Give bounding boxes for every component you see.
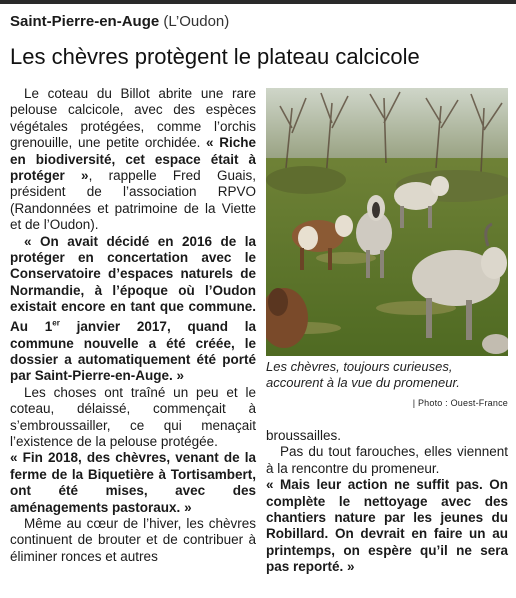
paragraph-5 <box>266 444 508 477</box>
p5-quote: « Mais leur action ne suffit pas. On complète le nettoyage avec des chantiers nature par les jeunes du Robillard. On devrait en faire un au printemps, on espère qu’il ne sera pas reporté. » <box>266 477 508 575</box>
p3-text: Les choses ont traîné un peu et le coteau, délaissé, commençait à s’embroussailler, ce qui menaçait l’existence de la pelouse protégée. <box>10 384 256 450</box>
paragraph-5-quote <box>266 477 508 575</box>
p2-superscript: er <box>52 318 60 328</box>
paragraph-1 <box>10 86 256 234</box>
p1-quote: « Riche en biodiversité, cet espace était à protéger » <box>10 135 256 184</box>
top-rule <box>0 0 516 4</box>
kicker-subplace: (L’Oudon) <box>163 13 230 30</box>
p4-text: Même au cœur de l’hiver, les chèvres continuent de brouter et de contribuer à éliminer ronces et autres <box>10 516 256 564</box>
p4-continued-text: broussailles. <box>266 428 342 443</box>
article-column-left <box>10 86 256 565</box>
photo-credit: | Photo : Ouest-France <box>412 398 508 408</box>
p3-quote: « Fin 2018, des chèvres, venant de la ferme de la Biquetière à Tortisambert, ont été mises, avec des aménagements pastoraux. » <box>10 450 256 515</box>
p1-text-a: Le coteau du Billot abrite une rare pelouse calcicole, avec des espèces végétales protégées, comme l’orchis grenouille, une petite orchidée. <box>10 86 256 151</box>
p2-quote-a: « On avait décidé en 2016 de la protéger en concertation avec le Conservatoire d’espaces naturels de Normandie, à l’époque où l’Oudon existait encore en tant que commune. Au 1 <box>10 233 256 335</box>
location-kicker <box>10 13 229 30</box>
goats-illustration <box>266 88 508 356</box>
kicker-place: Saint-Pierre-en-Auge <box>10 13 160 30</box>
p2-quote-b: janvier 2017, quand la commune nouvelle a été créée, le dossier a automatiquement été porté par Saint-Pierre-en-Auge. » <box>10 319 256 384</box>
p5-text: Pas du tout farouches, elles viennent à la rencontre du promeneur. <box>266 444 508 476</box>
p1-text-b: , rappelle Fred Guais, président de l’association RPVO (Randonnées et patrimoine de la Viette et de l’Oudon). <box>10 168 256 233</box>
paragraph-4 <box>10 516 256 565</box>
paragraph-2 <box>10 234 256 385</box>
paragraph-3-quote <box>10 450 256 516</box>
goats-photo <box>266 88 508 356</box>
article-column-right <box>266 428 508 576</box>
photo-caption: Les chèvres, toujours curieuses, accourent à la vue du promeneur. <box>266 359 460 390</box>
paragraph-3 <box>10 385 256 451</box>
headline: Les chèvres protègent le plateau calcicole <box>10 44 420 69</box>
paragraph-4-continued <box>266 428 508 444</box>
